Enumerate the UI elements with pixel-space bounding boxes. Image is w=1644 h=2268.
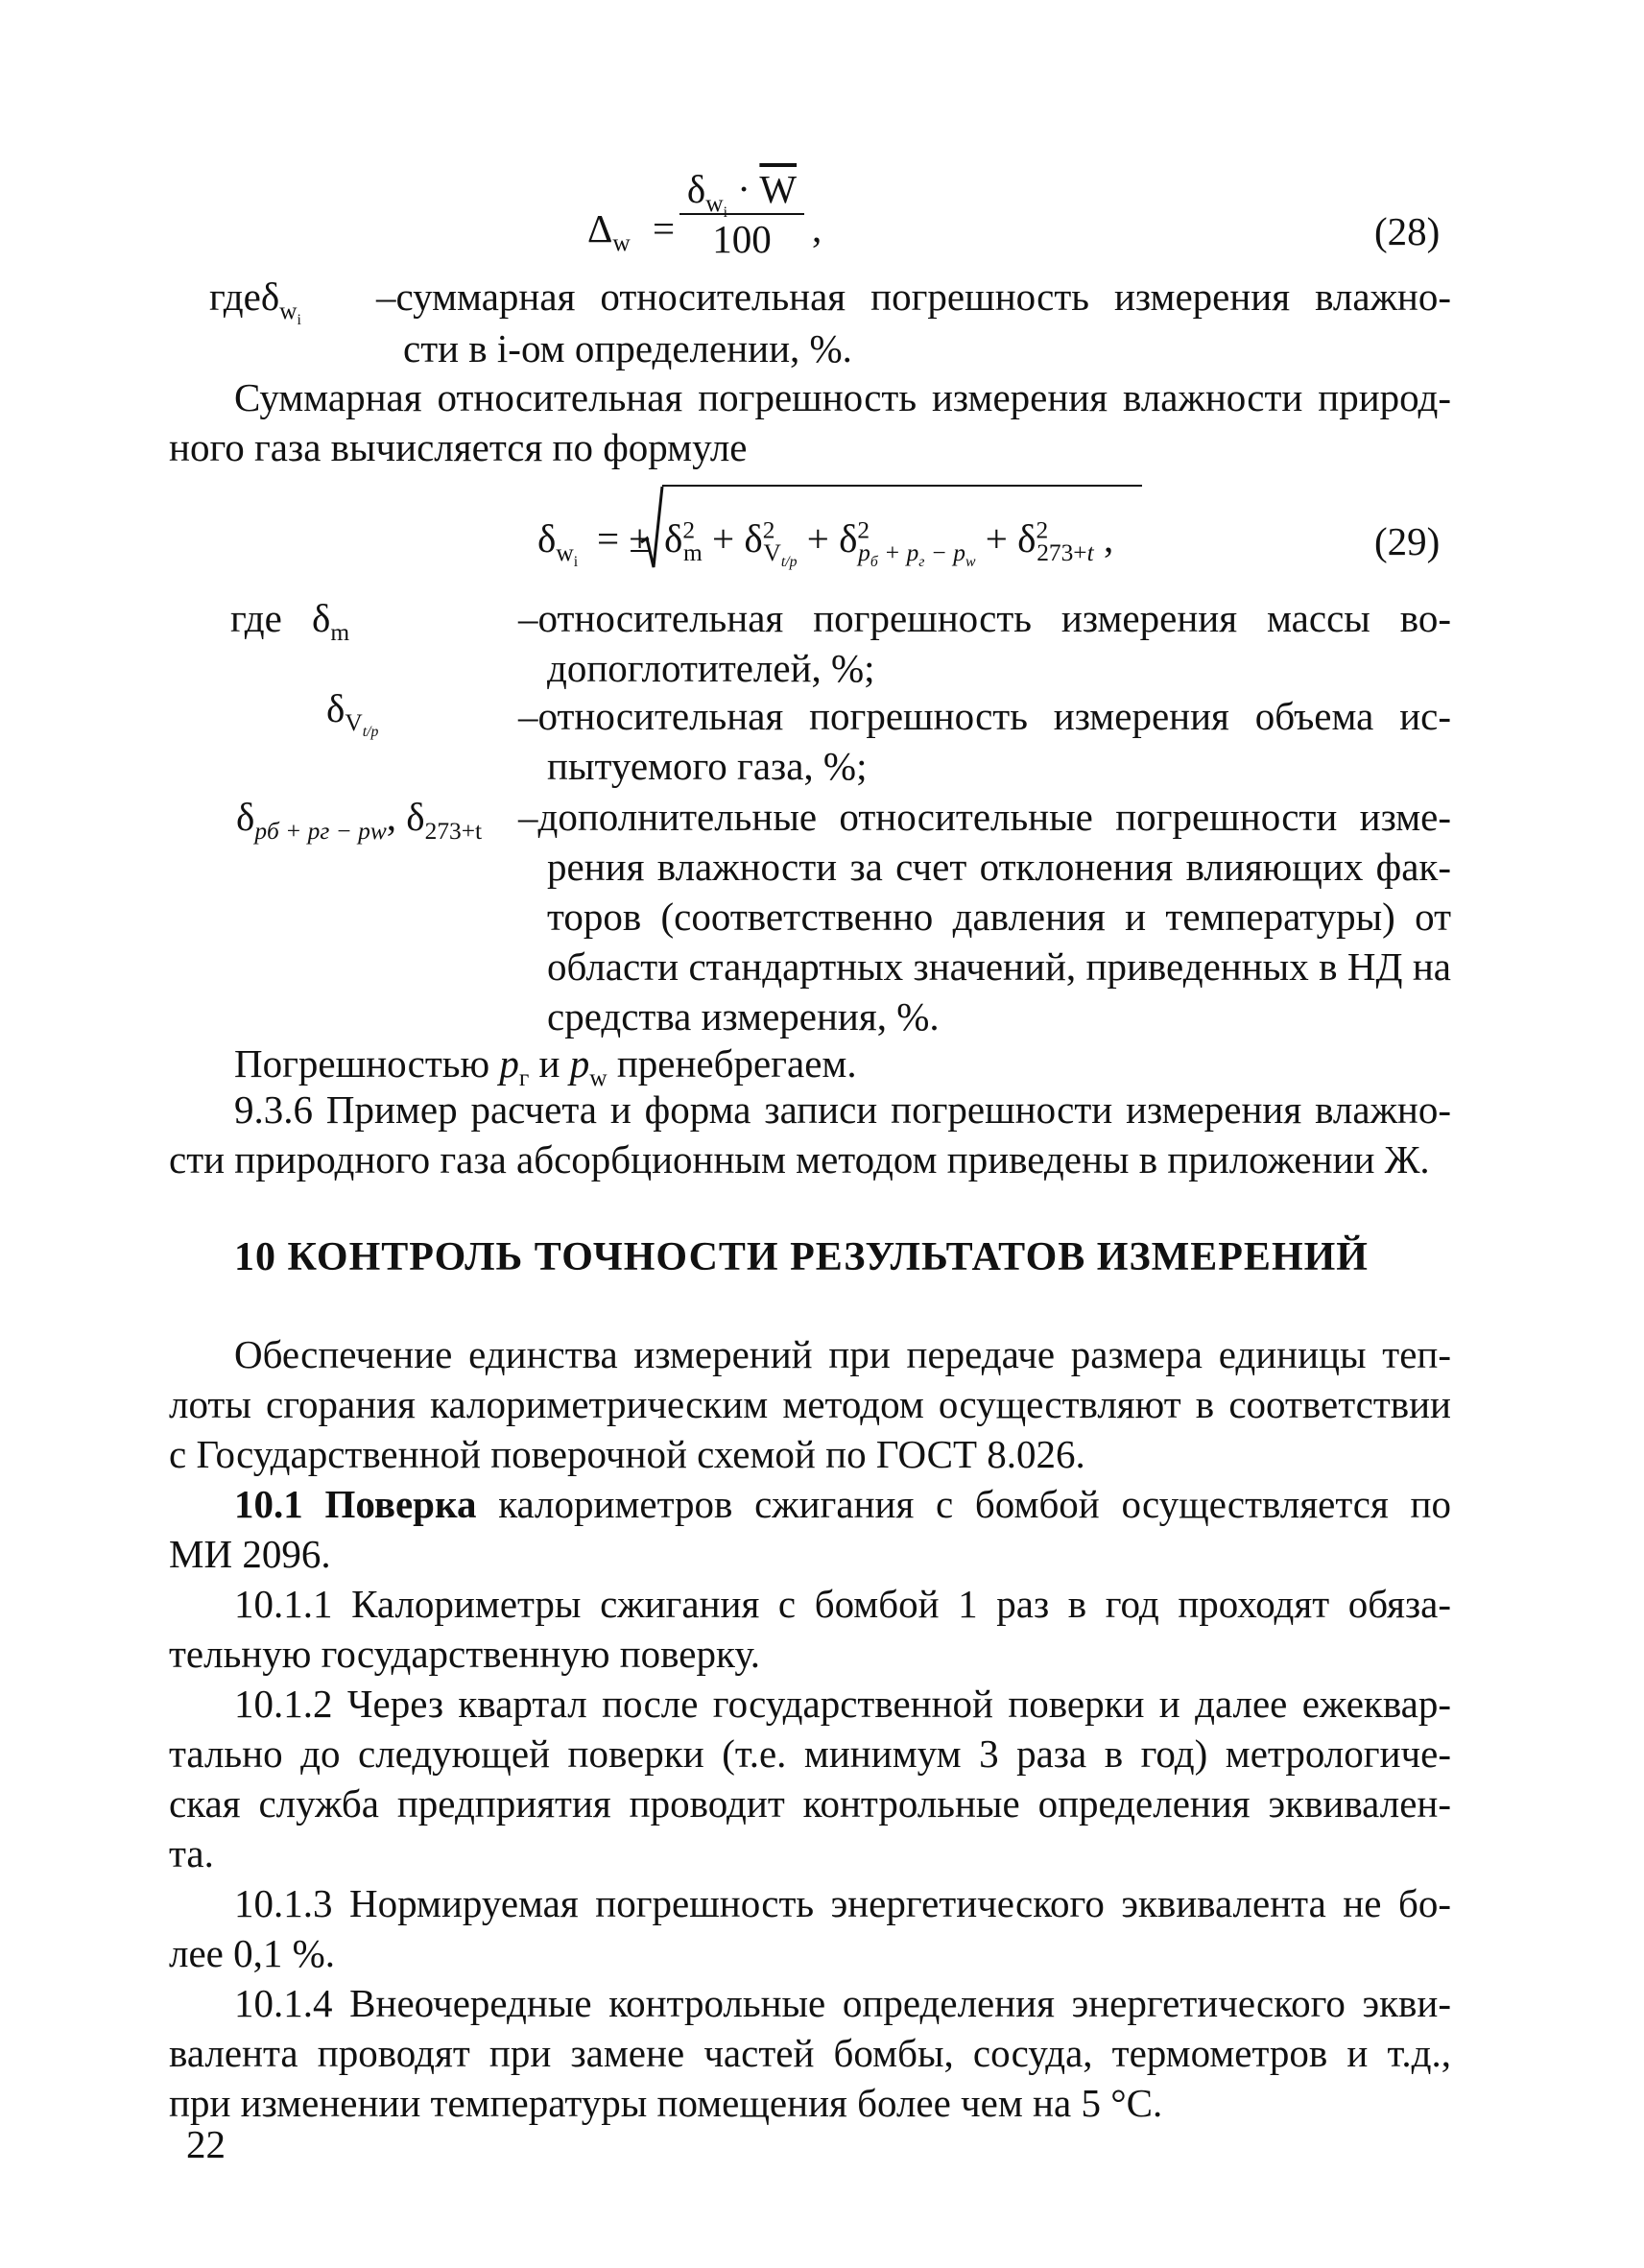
formula-29-lhs: $\delta_{w_i}$ bbox=[537, 516, 579, 571]
def29-d1-line1: –относительная погрешность измерения массы во- bbox=[518, 596, 1451, 640]
formula-28-number: (28) bbox=[1374, 209, 1441, 253]
para-1014-line3: при изменении температуры помещения более чем на 5 °С. bbox=[169, 2081, 1163, 2125]
formula-29-radicand: $\delta^2_m + \delta^2_{V_{t/p}} + \delta^2_{p_б + p_г - p_w} + \delta^2_{273+t}$ , bbox=[664, 516, 1114, 571]
para-1012-line3: ская служба предприятия проводит контрольные определения эквивален- bbox=[169, 1781, 1451, 1826]
formula-29-number: (29) bbox=[1374, 519, 1441, 563]
def29-d2-line2: пытуемого газа, %; bbox=[547, 744, 868, 788]
def29-d3-line2: рения влажности за счет отклонения влияющих фак- bbox=[547, 845, 1451, 889]
para-1014-line1: 10.1.4 Внеочередные контрольные определения энергетического экви- bbox=[234, 1981, 1451, 2025]
para-1011-line2: тельную государственную поверку. bbox=[169, 1632, 760, 1676]
def29-d3-line3: торов (соответственно давления и температуры) от bbox=[547, 895, 1451, 939]
def29-d3-line4: области стандартных значений, приведенных в НД на bbox=[547, 944, 1451, 989]
formula-28-lhs: $\Delta_w$ bbox=[587, 206, 631, 257]
def29-sym3: $\delta_{pб + pг - pw}$, $\delta_{273+t}$ bbox=[236, 795, 483, 846]
formula-28-fraction bbox=[679, 165, 804, 263]
para-unity-line2: лоты сгорания калориметрическим методом осуществляют в соответствии bbox=[169, 1382, 1451, 1426]
para-936-line2: сти природного газа абсорбционным методом приведены в приложении Ж. bbox=[169, 1137, 1430, 1182]
formula-29-eq: = ± bbox=[597, 516, 651, 561]
para-sum-line1: Суммарная относительная погрешность измерения влажности природ- bbox=[234, 375, 1451, 419]
para-1014-line2: валента проводят при замене частей бомбы, сосуда, термометров и т.д., bbox=[169, 2031, 1451, 2075]
para-unity-line1: Обеспечение единства измерений при передаче размера единицы теп- bbox=[234, 1332, 1451, 1376]
para-936-line1: 9.3.6 Пример расчета и форма записи погрешности измерения влажно- bbox=[234, 1087, 1451, 1132]
def29-d2-line1: –относительная погрешность измерения объема ис- bbox=[518, 694, 1451, 738]
para-1012-line1: 10.1.2 Через квартал после государственной поверки и далее ежеквар- bbox=[234, 1682, 1451, 1726]
where-label: гдеδ$_{w_i}$ bbox=[209, 275, 301, 329]
page-number: 22 bbox=[186, 2122, 226, 2166]
para-unity-line3: с Государственной поверочной схемой по ГОСТ 8.026. bbox=[169, 1432, 1085, 1476]
def28-line1: –суммарная относительная погрешность измерения влажно- bbox=[376, 275, 1451, 319]
def29-d3-line1: –дополнительные относительные погрешности изме- bbox=[518, 795, 1451, 839]
def29-sym2: $\delta_{V_{t/p}}$ bbox=[326, 686, 379, 741]
para-1013-line2: лее 0,1 %. bbox=[169, 1931, 336, 1975]
para-101-line2: МИ 2096. bbox=[169, 1532, 331, 1576]
paragraph-neglect: Погрешностью $p_г$ и $p_w$ пренебрегаем. bbox=[234, 1041, 857, 1092]
para-1011-line1: 10.1.1 Калориметры сжигания с бомбой 1 раз в год проходят обяза- bbox=[234, 1582, 1451, 1626]
section-heading-10: 10 КОНТРОЛЬ ТОЧНОСТИ РЕЗУЛЬТАТОВ ИЗМЕРЕНИЙ bbox=[234, 1235, 1369, 1279]
formula-28-comma: , bbox=[812, 206, 822, 251]
def28-line2: сти в i-ом определении, %. bbox=[403, 326, 852, 370]
formula-28-numerator: $\delta_{w_i} \cdot \overline{W}$ bbox=[679, 165, 804, 215]
para-1012-line4: та. bbox=[169, 1831, 214, 1875]
para-1013-line1: 10.1.3 Нормируемая погрешность энергетического эквивалента не бо- bbox=[234, 1881, 1451, 1925]
para-1012-line2: тально до следующей поверки (т.е. минимум 3 раза в год) метрологиче- bbox=[169, 1731, 1451, 1776]
formula-28-eq: = bbox=[653, 206, 676, 251]
sqrt-icon bbox=[639, 485, 664, 571]
para-sum-line2: ного газа вычисляется по формуле bbox=[169, 425, 748, 469]
def29-sym1: $\delta_m$ bbox=[312, 596, 350, 647]
para-101-line1: 10.1 Поверка калориметров сжигания с бомбой осуществляется по bbox=[234, 1482, 1452, 1526]
where-label-29: где bbox=[230, 596, 282, 640]
def29-d3-line5: средства измерения, %. bbox=[547, 994, 940, 1039]
def29-d1-line2: допоглотителей, %; bbox=[547, 646, 875, 690]
formula-28-denominator: 100 bbox=[712, 217, 772, 262]
sqrt-bar bbox=[662, 485, 1142, 487]
